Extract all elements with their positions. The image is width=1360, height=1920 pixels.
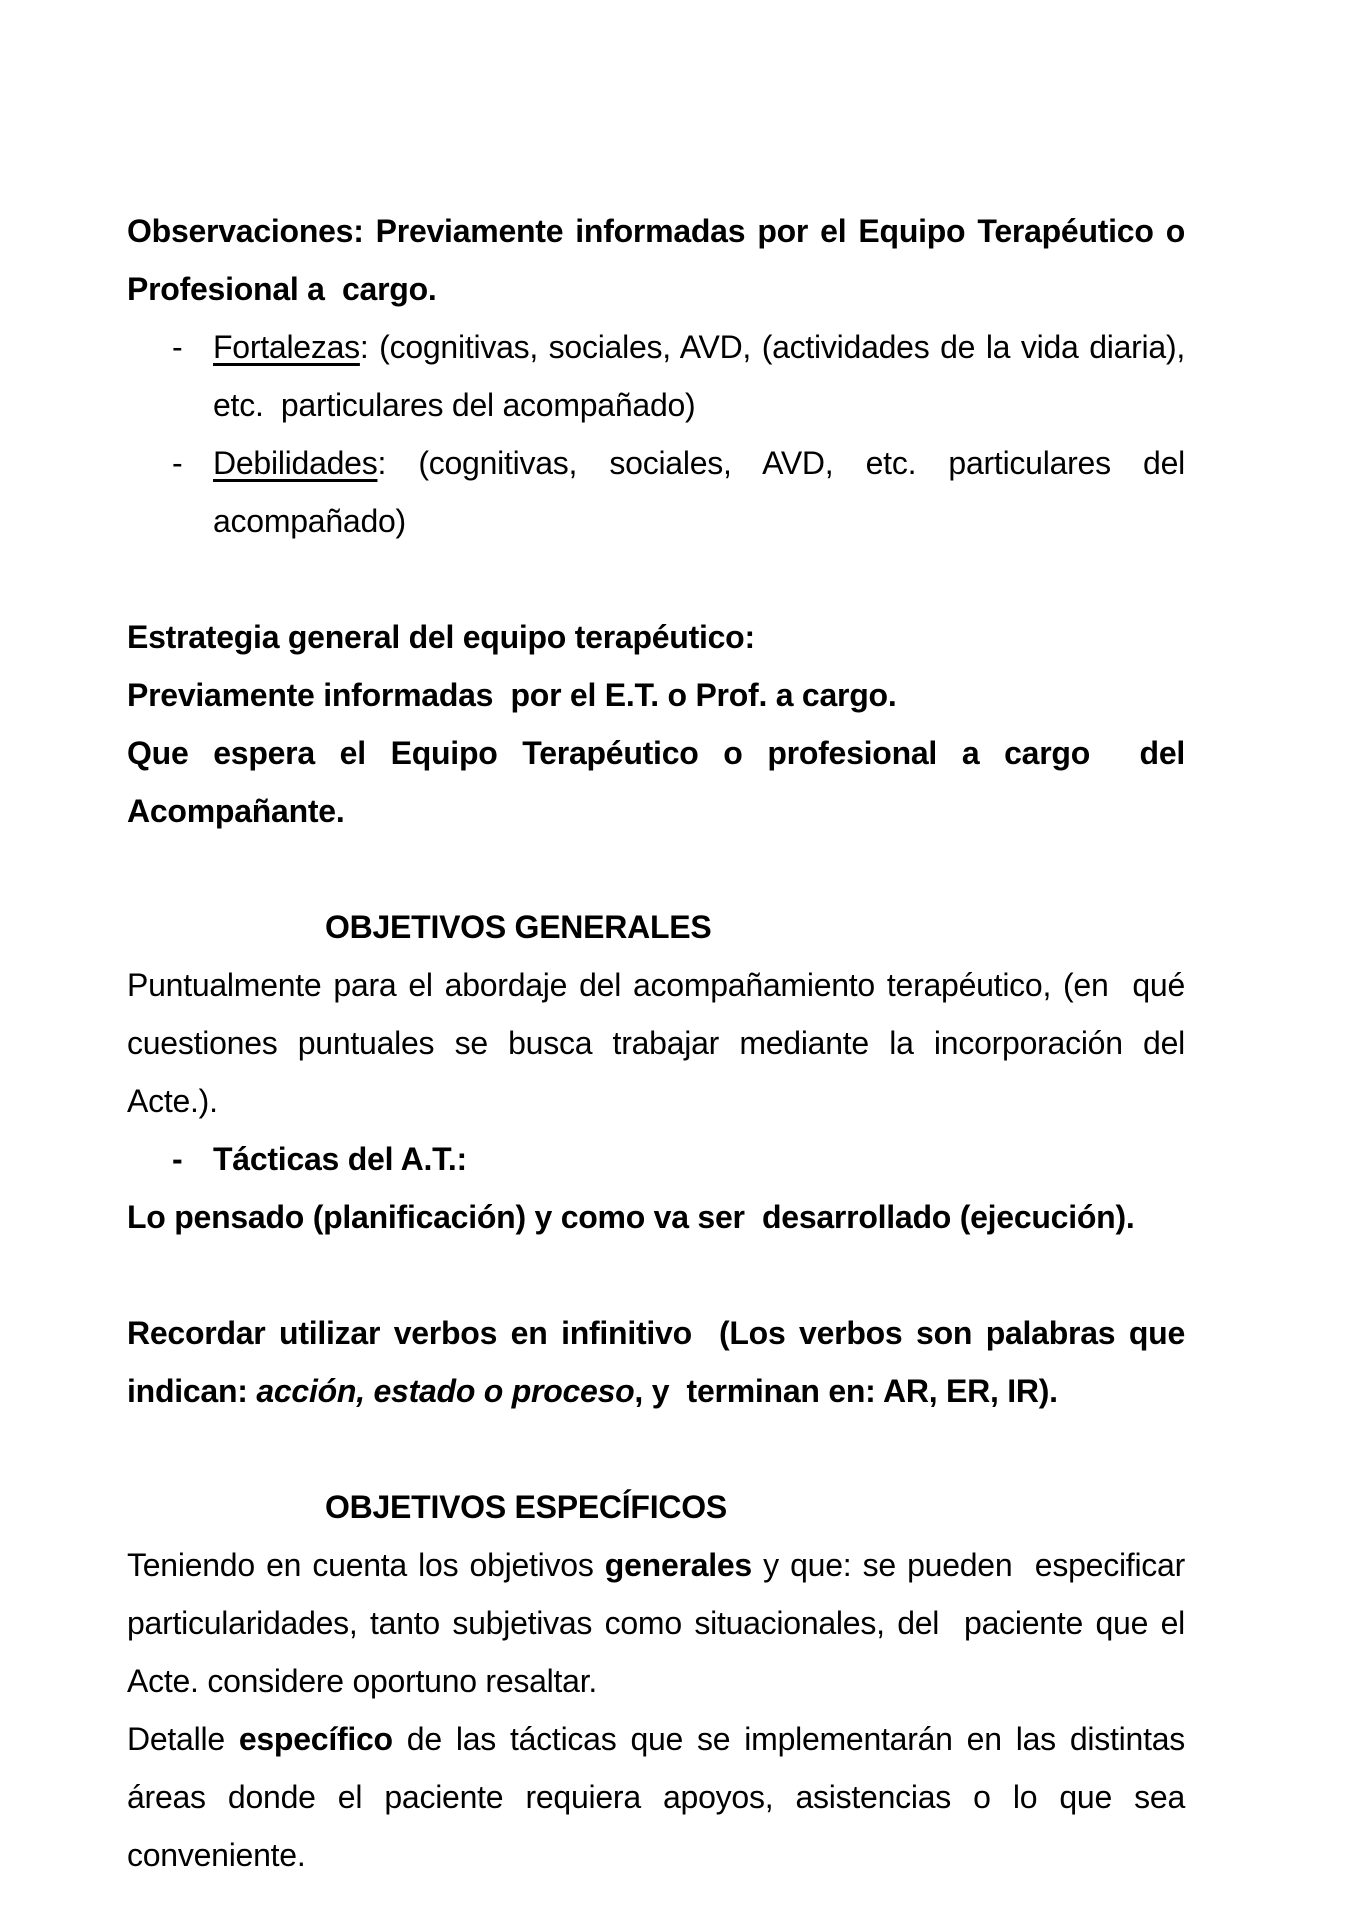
paragraph-text: Previamente informadas por el E.T. o Prof. a cargo.	[127, 677, 897, 713]
doc-line	[127, 1768, 1185, 1826]
doc-line	[127, 608, 1185, 666]
blank-line	[127, 1420, 1185, 1478]
blank-line	[127, 1246, 1185, 1304]
bullet-item-debilidades	[127, 434, 1185, 492]
doc-line	[127, 260, 1185, 318]
paragraph-text: indican:	[127, 1373, 257, 1409]
paragraph-text: áreas donde el paciente requiera apoyos, asistencias o lo que sea	[127, 1779, 1185, 1815]
bullet-item-fortalezas	[127, 318, 1185, 376]
paragraph-text: , y terminan en: AR, ER, IR).	[634, 1373, 1058, 1409]
doc-line	[127, 1072, 1185, 1130]
paragraph-text: Profesional a cargo.	[127, 271, 437, 307]
doc-line	[127, 1826, 1185, 1884]
paragraph-text: Acte. considere oportuno resaltar.	[127, 1663, 597, 1699]
blank-line	[127, 550, 1185, 608]
paragraph-text: y que: se pueden especificar	[751, 1547, 1186, 1583]
paragraph-text: Lo pensado (planificación) y como va ser desarrollado (ejecución).	[127, 1199, 1135, 1235]
doc-line	[127, 956, 1185, 1014]
paragraph-text: Estrategia general del equipo terapéutico:	[127, 619, 755, 655]
paragraph-text: Que espera el Equipo Terapéutico o profesional a cargo del	[127, 735, 1185, 771]
paragraph-text: Observaciones: Previamente informadas por el Equipo Terapéutico o	[127, 213, 1185, 249]
italic-emphasis: acción, estado o proceso	[256, 1373, 635, 1409]
underlined-term: Debilidades	[213, 445, 378, 481]
bold-emphasis: específico	[238, 1721, 393, 1757]
doc-line	[127, 1652, 1185, 1710]
bullet-item-tacticas	[127, 1130, 1185, 1188]
paragraph-text: acompañado)	[213, 503, 406, 539]
paragraph-text: particularidades, tanto subjetivas como situacionales, del paciente que el	[127, 1605, 1185, 1641]
doc-line	[127, 1188, 1185, 1246]
paragraph-text: conveniente.	[127, 1837, 306, 1873]
paragraph-text: Acompañante.	[127, 793, 345, 829]
doc-line	[127, 782, 1185, 840]
heading-text: OBJETIVOS GENERALES	[325, 909, 712, 945]
doc-line	[127, 1594, 1185, 1652]
underlined-term: Fortalezas	[213, 329, 360, 365]
paragraph-text: Detalle	[127, 1721, 239, 1757]
bold-emphasis: generales	[604, 1547, 752, 1583]
doc-line	[127, 1710, 1185, 1768]
bullet-continuation	[127, 492, 1185, 550]
paragraph-text: etc. particulares del acompañado)	[213, 387, 696, 423]
doc-line	[127, 1362, 1185, 1420]
paragraph-text: Teniendo en cuenta los objetivos	[127, 1547, 605, 1583]
paragraph-text: : (cognitivas, sociales, AVD, (actividades de la vida diaria),	[359, 329, 1185, 365]
doc-line	[127, 1536, 1185, 1594]
bullet-dash: -	[172, 329, 183, 365]
heading-text: OBJETIVOS ESPECÍFICOS	[325, 1489, 727, 1525]
doc-line	[127, 724, 1185, 782]
paragraph-text: Puntualmente para el abordaje del acompañamiento terapéutico, (en qué	[127, 967, 1185, 1003]
paragraph-text: : (cognitivas, sociales, AVD, etc. particulares del	[377, 445, 1185, 481]
paragraph-text: Acte.).	[127, 1083, 218, 1119]
doc-line	[127, 1014, 1185, 1072]
section-heading-objetivos-generales	[127, 898, 1185, 956]
document-body	[127, 202, 1185, 1884]
paragraph-text: de las tácticas que se implementarán en las distintas	[392, 1721, 1186, 1757]
section-heading-objetivos-especificos	[127, 1478, 1185, 1536]
blank-line	[127, 840, 1185, 898]
bullet-dash: -	[172, 1141, 183, 1177]
paragraph-text: Recordar utilizar verbos en infinitivo (Los verbos son palabras que	[127, 1315, 1185, 1351]
bullet-dash: -	[172, 445, 183, 481]
bullet-continuation	[127, 376, 1185, 434]
paragraph-text: Tácticas del A.T.:	[213, 1141, 467, 1177]
doc-line	[127, 202, 1185, 260]
paragraph-text: cuestiones puntuales se busca trabajar mediante la incorporación del	[127, 1025, 1185, 1061]
doc-line	[127, 1304, 1185, 1362]
doc-line	[127, 666, 1185, 724]
